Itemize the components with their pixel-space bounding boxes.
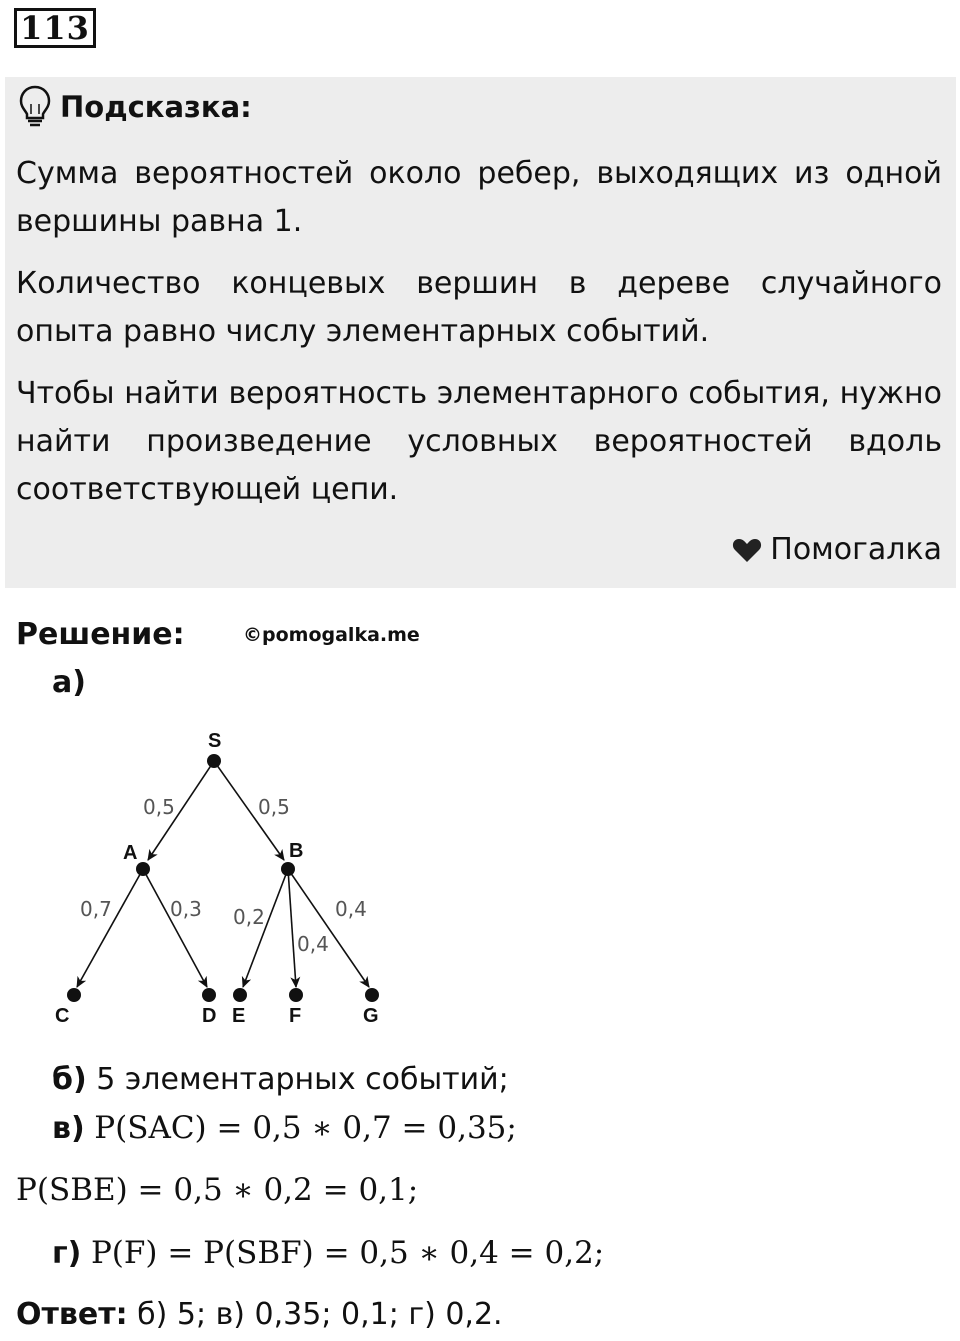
- node-s: [207, 754, 221, 768]
- node-label-b: B: [289, 840, 304, 862]
- heart-icon: [732, 537, 762, 563]
- part-g-line: [52, 1233, 604, 1274]
- node-label-f: F: [289, 1005, 302, 1027]
- task-number: 113: [14, 8, 96, 48]
- part-g-formula: P(F) = P(SBF) = 0,5 ∗ 0,4 = 0,2;: [90, 1235, 605, 1271]
- answer-label: Ответ:: [16, 1297, 128, 1332]
- node-c: [67, 988, 81, 1002]
- edge-label-b-g: 0,4: [335, 897, 367, 921]
- hint-paragraph-2: Количество концевых вершин в дереве случайного опыта равно числу элементарных событий.: [16, 266, 942, 349]
- part-b-label: б): [52, 1062, 87, 1097]
- node-b: [281, 862, 295, 876]
- part-a-label: а): [52, 665, 86, 700]
- hint-paragraph-3: Чтобы найти вероятность элементарного события, нужно найти произведение условных вероятностей вдоль соответствующей цепи.: [16, 376, 942, 507]
- node-g: [365, 988, 379, 1002]
- edge-b-g: [288, 869, 369, 987]
- edge-label-b-e: 0,2: [233, 905, 265, 929]
- node-label-s: S: [208, 730, 222, 752]
- edge-labels: [80, 795, 367, 956]
- edge-a-c: [77, 869, 143, 987]
- brand-name: Помогалка: [770, 532, 942, 567]
- node-labels: [55, 730, 379, 1027]
- hint-title: Подсказка:: [60, 90, 252, 124]
- tree-nodes: [67, 754, 379, 1002]
- edge-label-a-d: 0,3: [170, 897, 202, 921]
- brand-signature: [732, 530, 942, 570]
- node-a: [136, 862, 150, 876]
- hint-paragraph-1: Сумма вероятностей около ребер, выходящих из одной вершины равна 1.: [16, 156, 942, 239]
- node-label-e: E: [232, 1005, 246, 1027]
- edge-label-s-b: 0,5: [258, 795, 290, 819]
- node-label-a: A: [123, 842, 138, 864]
- part-b-text: 5 элементарных событий;: [96, 1062, 509, 1097]
- watermark: ©pomogalka.me: [243, 624, 420, 646]
- part-v-line-2: [16, 1170, 418, 1211]
- answer-text: б) 5; в) 0,35; 0,1; г) 0,2.: [137, 1297, 503, 1332]
- part-v-line-1: [52, 1108, 517, 1149]
- part-v-label: в): [52, 1111, 85, 1146]
- node-d: [202, 988, 216, 1002]
- edge-label-b-f: 0,4: [297, 932, 329, 956]
- node-label-g: G: [363, 1005, 379, 1027]
- edge-b-f: [288, 869, 296, 987]
- part-b-line: [52, 1060, 509, 1100]
- part-g-label: г): [52, 1236, 82, 1271]
- lightbulb-icon: [18, 84, 52, 128]
- edge-label-a-c: 0,7: [80, 897, 112, 921]
- edge-label-s-a: 0,5: [143, 795, 175, 819]
- edge-a-d: [143, 869, 207, 987]
- solution-title: Решение:: [16, 617, 185, 652]
- node-e: [233, 988, 247, 1002]
- answer-line: [16, 1295, 503, 1335]
- probability-tree: [0, 720, 420, 1040]
- part-v-formula-2: P(SBE) = 0,5 ∗ 0,2 = 0,1;: [16, 1172, 419, 1208]
- part-v-formula-1: P(SAC) = 0,5 ∗ 0,7 = 0,35;: [94, 1110, 517, 1146]
- node-label-d: D: [202, 1005, 217, 1027]
- node-f: [289, 988, 303, 1002]
- node-label-c: C: [55, 1005, 70, 1027]
